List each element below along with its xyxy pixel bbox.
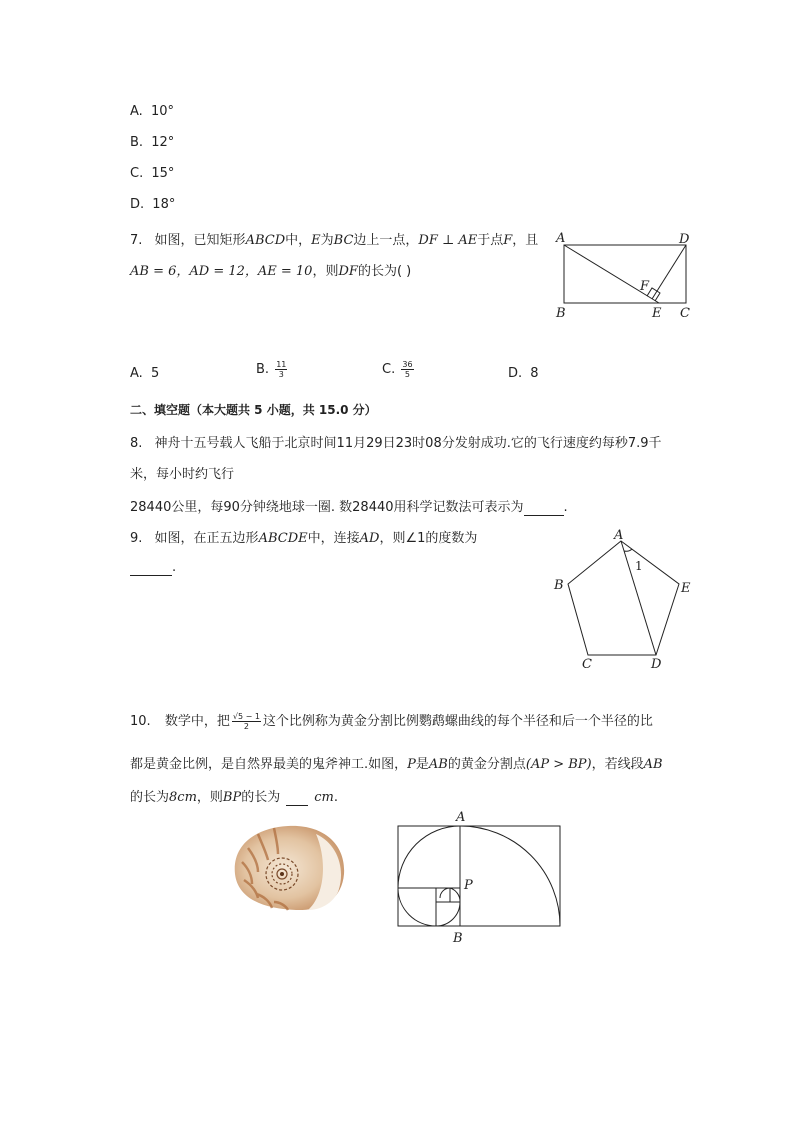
q7-line1 xyxy=(130,229,538,248)
q8-text: 米，每小时约飞行 xyxy=(130,467,235,482)
option-letter: A. xyxy=(130,366,143,381)
label-a: A xyxy=(456,810,466,825)
q10-text: 的长为 xyxy=(241,790,281,805)
q7-text: 于点 xyxy=(477,233,504,248)
q10-text: 数学中，把 xyxy=(164,714,230,729)
golden-spiral-figure xyxy=(392,808,568,948)
q9-text: ，则∠1的度数为 xyxy=(379,531,478,546)
option-letter: B. xyxy=(130,135,144,150)
section-title: 二、填空题（本大题共 5 小题，共 xyxy=(130,403,319,417)
q6-option-d xyxy=(130,197,175,212)
q10-line2 xyxy=(130,753,663,772)
question-number: 7. xyxy=(130,233,143,248)
section-heading xyxy=(130,401,377,418)
option-letter: C. xyxy=(382,362,396,377)
option-letter: A. xyxy=(130,104,143,119)
golden-ratio-fraction xyxy=(232,712,261,731)
label-b: B xyxy=(453,931,463,946)
answer-blank[interactable] xyxy=(286,790,308,806)
section-score: 15.0 xyxy=(318,403,349,417)
section-title-suffix: 分） xyxy=(348,403,377,417)
q9-line2 xyxy=(130,560,176,576)
q7-rectangle-figure xyxy=(550,228,700,323)
q10-text: 都是黄金比例，是自然界最美的鬼斧神工.如图， xyxy=(130,757,408,772)
q9-text: 中，连接 xyxy=(307,531,360,546)
label-e: E xyxy=(652,306,662,321)
math-ab: AB xyxy=(428,757,448,772)
option-text: 12° xyxy=(151,135,175,150)
fraction-denominator: 2 xyxy=(243,722,249,731)
math-e: E xyxy=(311,233,321,248)
segment-ae xyxy=(564,245,659,303)
math-f: F xyxy=(503,233,513,248)
q7-option-c xyxy=(382,360,416,379)
question-number: 8. xyxy=(130,436,143,451)
q8-line2 xyxy=(130,463,234,482)
math-ap-gt-bp: (AP > BP) xyxy=(525,757,592,772)
label-angle-1: 1 xyxy=(635,559,643,573)
math-cm: cm xyxy=(314,790,334,805)
label-e: E xyxy=(681,581,691,596)
math-8cm: 8cm xyxy=(169,790,197,805)
q10-text: 的长为 xyxy=(130,790,170,805)
q8-text: 28440公里，每90分钟绕地球一圈. 数28440用科学记数法可表示为 xyxy=(130,500,524,515)
question-number: 10. xyxy=(130,714,151,729)
option-fraction xyxy=(401,360,413,379)
shell-center xyxy=(280,872,284,876)
math-ab: AB xyxy=(643,757,663,772)
q9-text: 如图，在正五边形 xyxy=(154,531,259,546)
q9-line1 xyxy=(130,527,477,546)
fraction-denominator: 3 xyxy=(278,370,284,379)
q7-text: 中， xyxy=(285,233,312,248)
q6-option-b xyxy=(130,135,174,150)
q7-option-a xyxy=(130,366,159,381)
q8-text: 神舟十五号载人飞船于北京时间11月29日23时08分发射成功.它的飞行速度约每秒7.9千 xyxy=(154,436,662,451)
q7-text: ，则 xyxy=(312,264,339,279)
q10-text: 这个比例称为黄金分割比例鹦鹉螺曲线的每个半径和后一个半径的比 xyxy=(262,714,653,729)
question-number: 9. xyxy=(130,531,143,546)
q10-text: . xyxy=(333,790,338,805)
label-b: B xyxy=(554,578,564,593)
math-abcde: ABCDE xyxy=(258,531,308,546)
q8-line1 xyxy=(130,432,662,451)
option-text: 15° xyxy=(151,166,175,181)
fraction-denominator: 5 xyxy=(404,370,410,379)
q7-text: 如图，已知矩形 xyxy=(154,233,246,248)
fraction-numerator: 36 xyxy=(402,360,413,369)
pentagon-abcde xyxy=(568,541,679,655)
math-abcd: ABCD xyxy=(245,233,286,248)
q7-option-d xyxy=(508,366,539,381)
q10-text: 是 xyxy=(415,757,429,772)
label-a: A xyxy=(556,231,566,246)
q7-line2 xyxy=(130,260,411,279)
label-f: F xyxy=(640,279,650,294)
outer-rectangle xyxy=(398,826,560,926)
q9-pentagon-figure xyxy=(548,524,700,674)
label-a: A xyxy=(614,528,624,543)
math-bc: BC xyxy=(333,233,354,248)
math-ad: AD xyxy=(359,531,380,546)
option-letter: D. xyxy=(130,197,145,212)
option-letter: C. xyxy=(130,166,144,181)
q10-line1 xyxy=(130,710,653,731)
fraction-numerator: 11 xyxy=(276,360,287,369)
q8-text: . xyxy=(563,500,568,515)
label-c: C xyxy=(582,657,592,672)
option-text: 8 xyxy=(530,366,539,381)
math-df-perp-ae: DF ⊥ AE xyxy=(418,233,478,248)
label-c: C xyxy=(680,306,690,321)
math-given-values: AB = 6，AD = 12，AE = 10 xyxy=(130,264,313,279)
label-b: B xyxy=(556,306,566,321)
q6-option-a xyxy=(130,104,174,119)
option-letter: D. xyxy=(508,366,523,381)
math-p: P xyxy=(407,757,416,772)
fraction-numerator: √5 − 1 xyxy=(232,712,260,721)
label-p: P xyxy=(464,878,473,893)
q7-option-b xyxy=(256,360,289,379)
q10-text: ，则 xyxy=(196,790,223,805)
option-letter: B. xyxy=(256,362,270,377)
label-d: D xyxy=(651,657,662,672)
answer-blank[interactable] xyxy=(524,500,564,516)
nautilus-shell-image xyxy=(228,822,350,914)
golden-spiral xyxy=(398,826,560,926)
option-text: 5 xyxy=(150,366,160,381)
q10-text: 的黄金分割点 xyxy=(447,757,526,772)
q10-line3 xyxy=(130,786,338,806)
q7-text: ，且 xyxy=(512,233,539,248)
math-bp: BP xyxy=(222,790,242,805)
math-df: DF xyxy=(338,264,358,279)
option-text: 18° xyxy=(152,197,176,212)
q10-text: ，若线段 xyxy=(591,757,644,772)
q7-text: 为 xyxy=(320,233,334,248)
angle-1-arc xyxy=(624,549,632,551)
q7-text: 的长为( ) xyxy=(357,264,412,279)
label-d: D xyxy=(679,232,690,247)
option-text: 10° xyxy=(150,104,174,119)
q7-text: 边上一点， xyxy=(353,233,419,248)
q8-line3 xyxy=(130,496,568,516)
option-fraction xyxy=(275,360,287,379)
q6-option-c xyxy=(130,166,174,181)
answer-blank[interactable] xyxy=(130,560,172,576)
q9-text: . xyxy=(172,560,177,575)
